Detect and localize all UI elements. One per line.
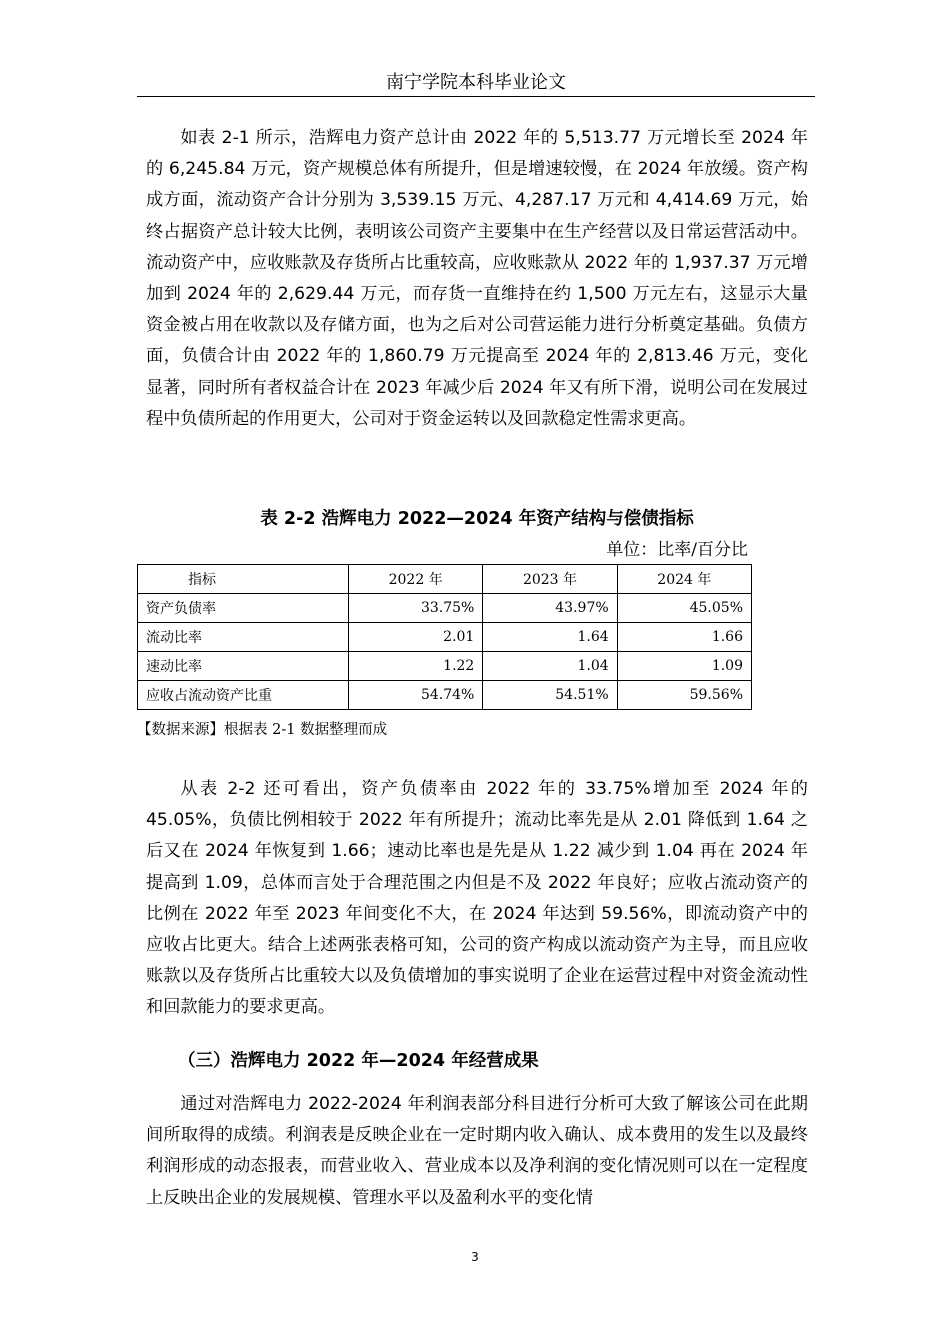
- table-source-note: 【数据来源】根据表 2-1 数据整理而成: [137, 722, 388, 738]
- indicator-table: [137, 564, 752, 710]
- table-unit: 单位：比率/百分比: [606, 540, 748, 560]
- table-cell: 45.05%: [617, 594, 751, 623]
- table-row: [138, 652, 752, 681]
- table-cell: 1.22: [349, 652, 483, 681]
- table-cell: 59.56%: [617, 681, 751, 710]
- table-cell: 2.01: [349, 623, 483, 652]
- table-row: [138, 594, 752, 623]
- table-row-label: 速动比率: [138, 652, 349, 681]
- page-header-title: 南宁学院本科毕业论文: [386, 72, 566, 93]
- body-paragraph-2: 从表 2-2 还可看出，资产负债率由 2022 年的 33.75%增加至 2024 年的 45.05%，负债比例相较于 2022 年有所提升；流动比率先是从 2.01 降低到 1.64 之后又在 2024 年恢复到 1.66；速动比率也是先是从 1.22 减少到 1.04 再在 2024 年提高到 1.09，总体而言处于合理范围之内但是不及 2022 年良好；应收占流动资产的比例在 2022 年至 2023 年间变化不大，在 2024 年达到 59.56%，即流动资产中的应收占比更大。结合上述两张表格可知，公司的资产构成以流动资产为主导，而且应收账款以及存货所占比重较大以及负债增加的事实说明了企业在运营过程中对资金流动性和回款能力的要求更高。: [146, 779, 808, 1018]
- table-cell: 54.51%: [483, 681, 617, 710]
- body-paragraph-1: 如表 2-1 所示，浩辉电力资产总计由 2022 年的 5,513.77 万元增长至 2024 年的 6,245.84 万元，资产规模总体有所提升，但是增速较慢，在 2024 年放缓。资产构成方面，流动资产合计分别为 3,539.15 万元、4,287.17 万元和 4,414.69 万元，始终占据资产总计较大比例，表明该公司资产主要集中在生产经营以及日常运营活动中。流动资产中，应收账款及存货所占比重较高，应收账款从 2022 年的 1,937.37 万元增加到 2024 年的 2,629.44 万元，而存货一直维持在约 1,500 万元左右，这显示大量资金被占用在收款以及存储方面，也为之后对公司营运能力进行分析奠定基础。负债方面，负债合计由 2022 年的 1,860.79 万元提高至 2024 年的 2,813.46 万元，变化显著，同时所有者权益合计在 2023 年减少后 2024 年又有所下滑，说明公司在发展过程中负债所起的作用更大，公司对于资金运转以及回款稳定性需求更高。: [146, 128, 808, 429]
- table-cell: 1.09: [617, 652, 751, 681]
- table-header-cell: 2022 年: [349, 565, 483, 594]
- table-row-label: 资产负债率: [138, 594, 349, 623]
- table-cell: 1.64: [483, 623, 617, 652]
- table-cell: 1.04: [483, 652, 617, 681]
- table-header-cell: 2024 年: [617, 565, 751, 594]
- page-number: 3: [471, 1250, 479, 1264]
- table-row-label: 流动比率: [138, 623, 349, 652]
- table-cell: 33.75%: [349, 594, 483, 623]
- body-paragraph-3: 通过对浩辉电力 2022-2024 年利润表部分科目进行分析可大致了解该公司在此期间所取得的成绩。利润表是反映企业在一定时期内收入确认、成本费用的发生以及最终利润形成的动态报表，而营业收入、营业成本以及净利润的变化情况则可以在一定程度上反映出企业的发展规模、管理水平以及盈利水平的变化情: [146, 1094, 808, 1208]
- table-row: [138, 623, 752, 652]
- table-row: [138, 681, 752, 710]
- table-header-cell: 2023 年: [483, 565, 617, 594]
- table-row-label: 应收占流动资产比重: [138, 681, 349, 710]
- table-cell: 54.74%: [349, 681, 483, 710]
- table-cell: 1.66: [617, 623, 751, 652]
- table-title: 表 2-2 浩辉电力 2022—2024 年资产结构与偿债指标: [260, 509, 694, 529]
- table-header-cell: 指标: [138, 565, 349, 594]
- section-heading: （三）浩辉电力 2022 年—2024 年经营成果: [178, 1051, 539, 1071]
- header-divider: [137, 96, 815, 97]
- table-cell: 43.97%: [483, 594, 617, 623]
- table-header-row: [138, 565, 752, 594]
